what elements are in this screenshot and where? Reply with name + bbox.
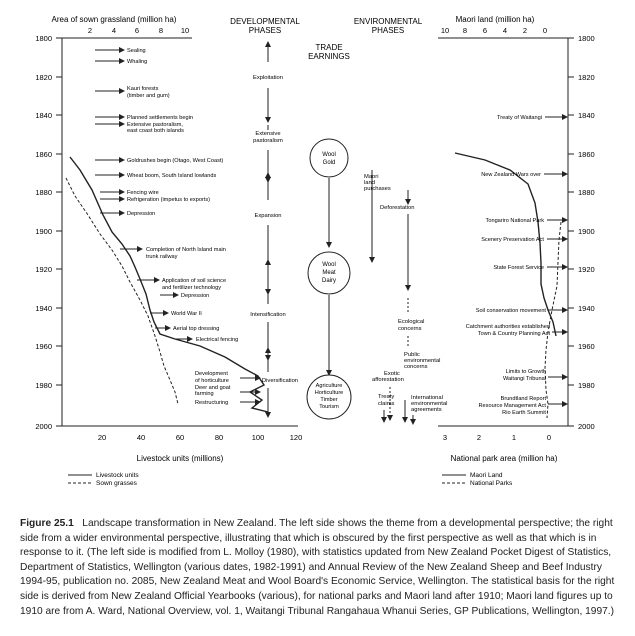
left-axis-title: Area of sown grassland (million ha) [51,15,177,24]
event-label: (timber and gum) [127,93,170,99]
year-label: 1920 [578,265,595,274]
event-label: Refrigeration (impetus to exports) [127,197,211,203]
env-phase-label: Maori [364,174,379,180]
tick-label: 10 [440,26,450,35]
tick-label: 100 [251,433,265,442]
trade-circles [307,139,351,419]
env-event-label: Waitangi Tribunal [502,376,546,382]
event-label: and fertilizer technology [162,285,222,291]
env-event-label: Treaty of Waitangi [497,115,542,121]
env-phase-label: Ecological [398,319,425,325]
livestock-axis-title: Livestock units (millions) [136,454,224,463]
phase-label: pastoralism [253,138,283,144]
developmental-phases-title: DEVELOPMENTAL [230,17,300,26]
tick-label: 2 [87,26,93,35]
event-label: Depression [127,211,156,217]
event-label: of horticulture [195,378,229,384]
phase-label: Expansion [254,213,282,219]
env-event-label: Tongariro National Park [485,218,544,224]
event-label: Whaling [127,59,148,65]
trade-earnings-title-2: EARNINGS [308,52,350,61]
tick-label: 8 [158,26,164,35]
event-label: farming [195,391,214,397]
legend-livestock: Livestock units [96,472,139,479]
env-phase-label: afforestation [372,377,404,383]
year-label: 1860 [35,150,52,159]
event-label: World War II [171,311,202,317]
trade-earnings-title: TRADE [315,43,343,52]
phase-label: Diversification [261,378,299,384]
developmental-phases-title-2: PHASES [248,26,282,35]
year-label: 1980 [578,381,595,390]
env-phase-label: International [411,395,443,401]
year-label: 2000 [578,422,595,431]
svg-text:Wool: Wool [322,262,336,268]
event-label: Sealing [127,48,146,54]
env-event-label: Scenery Preservation Act [481,237,544,243]
tick-label: 60 [175,433,185,442]
year-label: 1800 [35,34,52,43]
year-label: 1980 [35,381,52,390]
event-label: Wheat boom, South Island lowlands [127,173,217,179]
env-phase-label: Exotic [384,371,400,377]
event-label: Restructuring [195,400,229,406]
environmental-phases-title-2: PHASES [371,26,405,35]
year-label: 1940 [578,304,595,313]
event-label: Electrical fencing [196,337,239,343]
caption-label: Figure 25.1 [20,518,80,529]
tick-label: 120 [289,433,303,442]
year-label: 1880 [35,188,52,197]
park-axis-title: National park area (million ha) [450,454,558,463]
right-top-ticks [441,26,547,35]
right-year-labels [578,34,595,431]
env-phase-label: environmental [411,401,448,407]
env-phase-label: claims [378,401,395,407]
svg-text:Horticulture: Horticulture [314,390,344,396]
sown-grasses-line [66,178,178,404]
tick-label: 4 [111,26,117,35]
env-event-label: Brundtland Report [500,396,546,402]
year-label: 1840 [578,111,595,120]
year-label: 1860 [578,150,595,159]
tick-label: 6 [482,26,488,35]
right-axis-title: Maori land (million ha) [455,15,535,24]
env-phase-label: Treaty [378,394,395,400]
year-label: 1900 [35,227,52,236]
event-label: Fencing wire [127,190,159,196]
tick-label: 10 [180,26,190,35]
park-ticks [443,433,551,442]
figure-caption [20,517,620,619]
env-event-label: Rio Earth Summit [502,410,546,416]
year-label: 2000 [35,422,52,431]
right-legend [442,472,513,487]
year-label: 1800 [578,34,595,43]
tick-label: 0 [542,26,548,35]
svg-text:Dairy: Dairy [321,278,337,284]
env-event-label: Limits to Growth [505,369,546,375]
phase-label: Exploitation [253,75,283,81]
svg-text:Meat: Meat [322,270,336,276]
phase-label: Extensive [255,131,281,137]
left-top-ticks [88,26,189,35]
env-phase-label: concerns [398,326,422,332]
svg-text:Wool: Wool [322,152,336,158]
event-label: Completion of North Island main [146,247,226,253]
tick-label: 0 [546,433,552,442]
caption-text: Landscape transformation in New Zealand. The left side shows the theme from a developmental perspective; the right side from a wider environmental perspective, illustrating that which is obscured by the first perspective as well as that which is in response to it. (The left side is modified from L. Molloy (1980), with statistics updated from New Zealand Pocket Digest of Statistics, Department of Statistics, Wellington (various dates, 1982-1991) and Annual Review of the New Zealand Sheep and Beef Industry 1994-95, publication no. 2085, New Zealand Meat and Wool Board's Economic Service, Wellington. The statistical basis for the right side is derived from New Zealand Official Yearbooks (various), for national parks and Maori land after 1910; Maori land figures up to 1910 are from A. Ward, National Overview, vol. 1, Waitangi Tribunal Rangahaua Whanui Series, GP Publications, Wellington, 1997.) [20,518,615,617]
legend-maori: Maori Land [470,472,503,479]
left-axes [62,38,298,426]
env-event-label: Town & Country Planning Act [477,331,550,337]
legend-sown: Sown grasses [96,480,137,487]
dev-phase-labels [250,75,298,384]
tick-label: 6 [134,26,140,35]
event-label: east coast both islands [127,128,184,134]
tick-label: 2 [522,26,528,35]
year-label: 1940 [35,304,52,313]
tick-label: 2 [476,433,482,442]
tick-label: 8 [462,26,468,35]
tick-label: 80 [214,433,224,442]
year-label: 1820 [578,73,595,82]
env-phase-label: purchases [364,186,391,192]
svg-text:Timber: Timber [320,397,338,403]
env-event-label: New Zealand Wars over [481,172,541,178]
year-label: 1840 [35,111,52,120]
event-label: trunk railway [146,254,178,260]
left-legend [68,472,139,487]
event-label: Goldrushes begin (Otago, West Coast) [127,158,224,164]
event-label: Deer and goat [195,385,231,391]
event-label: Extensive pastoralism, [127,122,183,128]
left-year-labels [35,34,52,431]
event-label: Development [195,371,228,377]
env-phase-label: land [364,180,375,186]
tick-label: 4 [502,26,508,35]
svg-text:Gold: Gold [322,160,336,166]
event-label: Depression [181,293,210,299]
env-phase-label: Deforestation [380,205,415,211]
env-events [466,115,565,416]
event-label: Kauri forests [127,86,159,92]
tick-label: 1 [511,433,517,442]
trade-wool-gold [310,139,348,177]
env-event-label: Catchment authorities established [465,324,550,330]
year-label: 1960 [578,342,595,351]
dev-events [95,48,258,406]
env-phase-label: concerns [404,364,428,370]
tick-label: 20 [97,433,107,442]
right-axes [438,38,568,426]
env-phase-label: Public [404,352,420,358]
event-label: Application of soil science [162,278,227,284]
svg-text:Tourism: Tourism [319,404,339,410]
env-phases [364,170,447,422]
year-label: 1820 [35,73,52,82]
year-label: 1900 [578,227,595,236]
livestock-ticks [98,433,302,442]
env-phase-label: agreements [411,407,442,413]
env-event-label: Resource Management Act [478,403,546,409]
env-event-label: State Forest Service [493,265,544,271]
national-parks-line [545,222,561,418]
tick-label: 40 [136,433,146,442]
legend-parks: National Parks [470,480,513,487]
year-label: 1880 [578,188,595,197]
environmental-phases-title: ENVIRONMENTAL [353,17,423,26]
year-label: 1960 [35,342,52,351]
env-phase-label: environmental [404,358,441,364]
env-event-label: Soil conservation movement [475,308,546,314]
year-label: 1920 [35,265,52,274]
svg-text:Agriculture: Agriculture [315,383,343,389]
phase-label: Intensification [250,312,286,318]
event-label: Planned settlements begin [127,115,193,121]
event-label: Aerial top dressing [173,326,220,332]
tick-label: 3 [442,433,448,442]
